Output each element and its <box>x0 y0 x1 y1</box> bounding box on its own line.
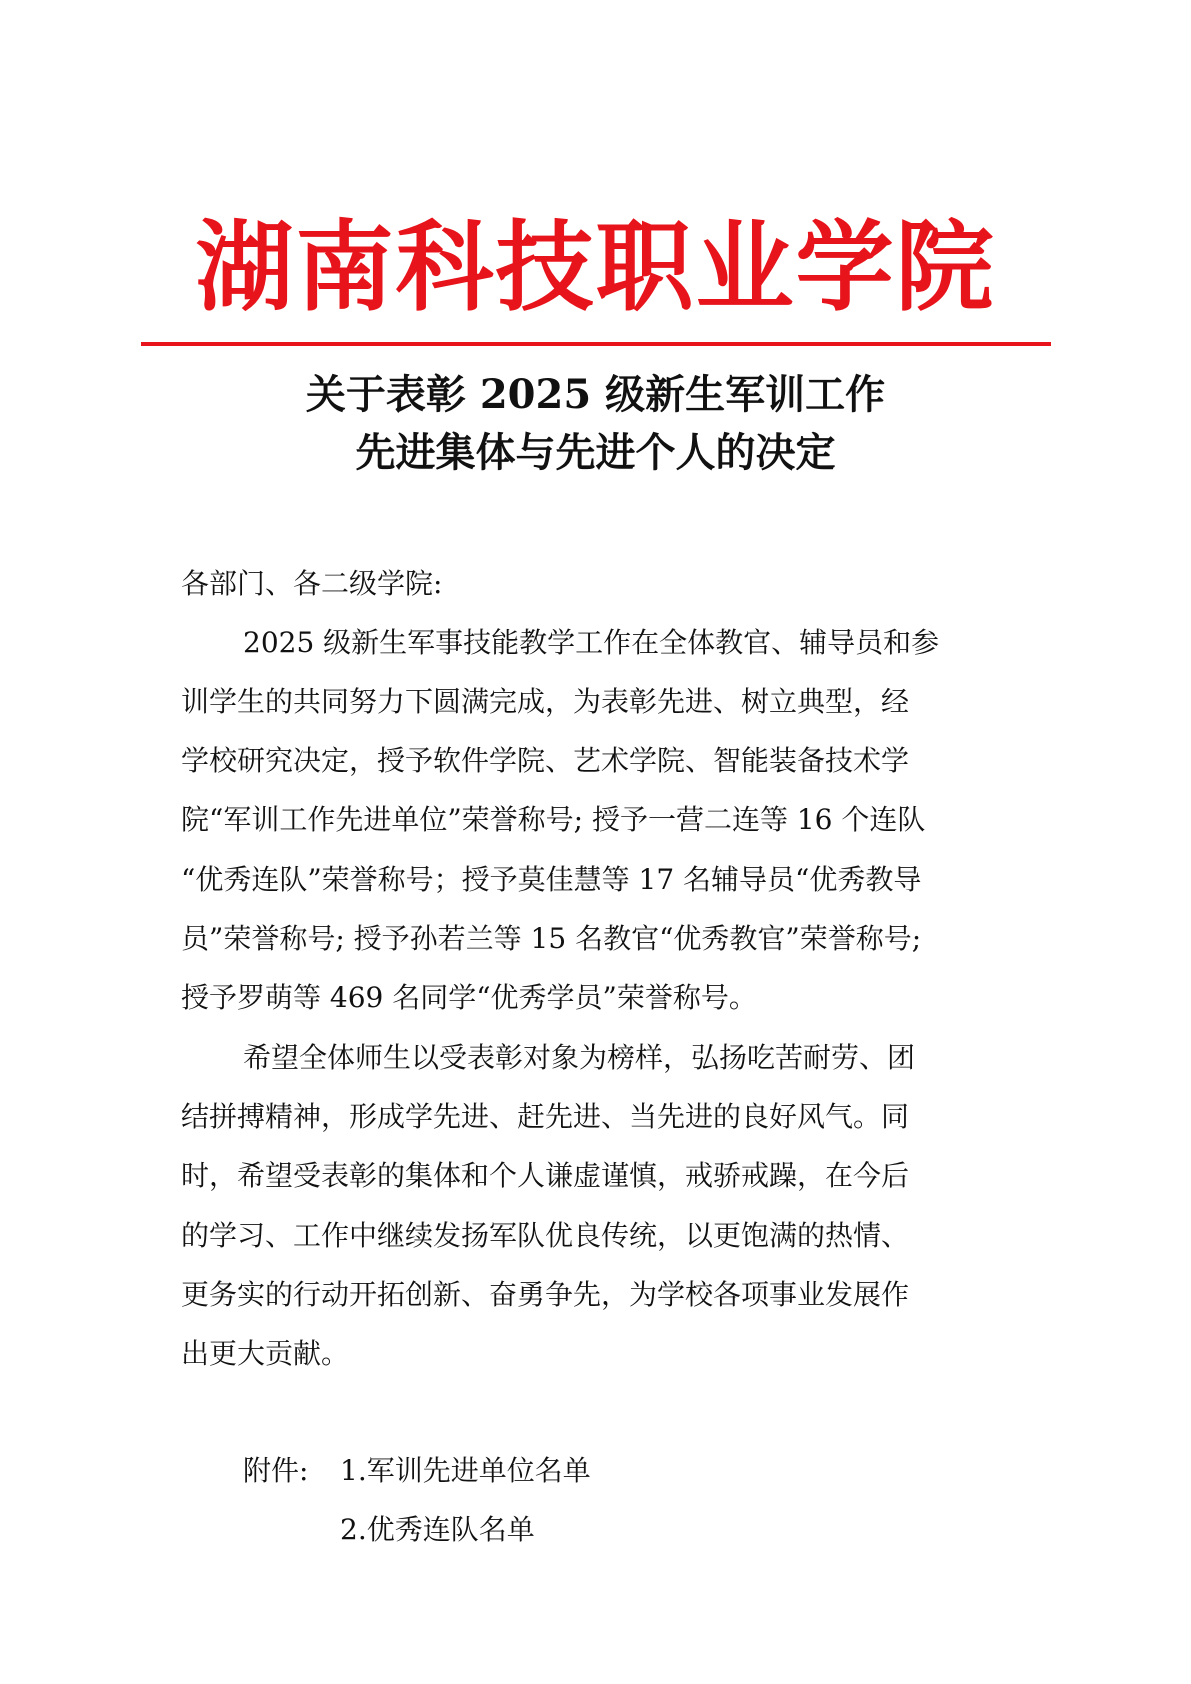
paragraph-1-line: 院“军训工作先进单位”荣誉称号; 授予一营二连等 16 个连队 <box>181 803 926 836</box>
paragraph-2-line: 出更大贡献。 <box>181 1337 350 1370</box>
paragraph-2-line: 更务实的行动开拓创新、奋勇争先，为学校各项事业发展作 <box>181 1278 910 1311</box>
paragraph-2-line: 希望全体师生以受表彰对象为榜样，弘扬吃苦耐劳、团 <box>243 1041 916 1074</box>
paragraph-2-line: 结拼搏精神，形成学先进、赶先进、当先进的良好风气。同 <box>181 1100 910 1133</box>
letterhead-institution: 湖南科技职业学院 <box>195 211 996 325</box>
paragraph-1-line: 2025 级新生军事技能教学工作在全体教官、辅导员和参 <box>243 626 940 659</box>
salutation: 各部门、各二级学院: <box>181 567 443 600</box>
attachments-label: 附件: <box>243 1454 309 1487</box>
attachment-item: 2.优秀连队名单 <box>340 1513 535 1546</box>
document-title-line-2: 先进集体与先进个人的决定 <box>355 429 836 476</box>
paragraph-1-line: 授予罗萌等 469 名同学“优秀学员”荣誉称号。 <box>181 981 757 1014</box>
paragraph-2-line: 时，希望受表彰的集体和个人谦虚谨慎，戒骄戒躁，在今后 <box>181 1159 910 1192</box>
paragraph-1-line: 员”荣誉称号; 授予孙若兰等 15 名教官“优秀教官”荣誉称号; <box>181 922 922 955</box>
attachment-item: 1.军训先进单位名单 <box>340 1454 591 1487</box>
paragraph-1-line: 训学生的共同努力下圆满完成，为表彰先进、树立典型，经 <box>181 685 910 718</box>
paragraph-2-line: 的学习、工作中继续发扬军队优良传统，以更饱满的热情、 <box>181 1219 910 1252</box>
paragraph-1-line: 学校研究决定，授予软件学院、艺术学院、智能装备技术学 <box>181 744 910 777</box>
paragraph-1-line: “优秀连队”荣誉称号；授予莫佳慧等 17 名辅导员“优秀教导 <box>181 863 922 896</box>
letterhead-divider <box>141 342 1051 346</box>
document-title-line-1: 关于表彰 2025 级新生军训工作 <box>305 371 886 418</box>
